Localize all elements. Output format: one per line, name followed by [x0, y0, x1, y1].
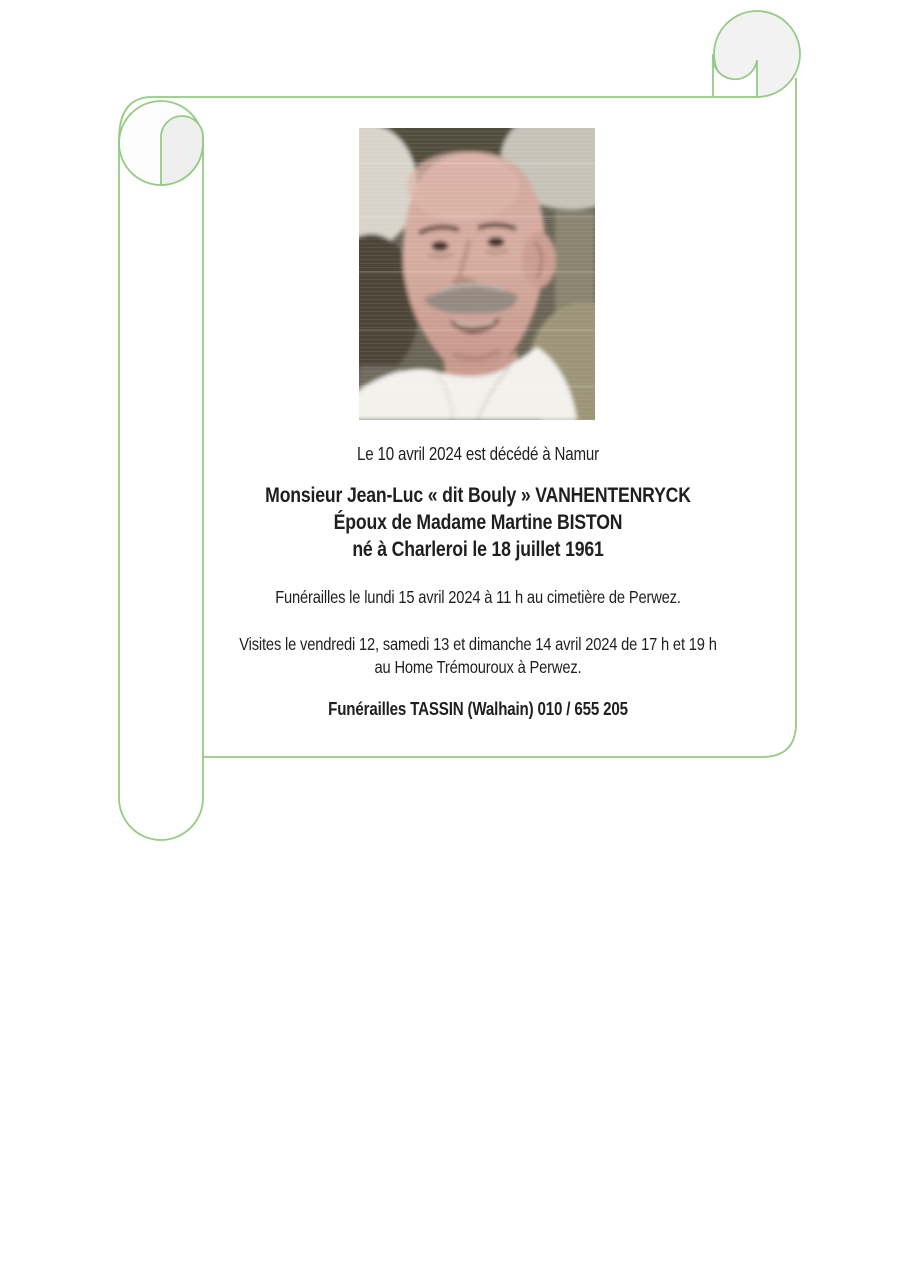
- visits-info-block: [184, 633, 772, 678]
- spouse-line: Époux de Madame Martine BISTON: [333, 511, 623, 534]
- funeral-info-line: Funérailles le lundi 15 avril 2024 à 11 h au cimetière de Perwez.: [275, 587, 681, 607]
- announcement-text: [184, 0, 772, 1280]
- death-date-line: Le 10 avril 2024 est décédé à Namur: [356, 444, 600, 464]
- deceased-name-line: Monsieur Jean-Luc « dit Bouly » VANHENTENRYCK: [265, 484, 691, 507]
- birth-line: né à Charleroi le 18 juillet 1961: [352, 538, 604, 561]
- visits-line-2: au Home Trémouroux à Perwez.: [374, 656, 582, 677]
- deceased-identity-block: [184, 482, 772, 563]
- funeral-home-contact-line: Funérailles TASSIN (Walhain) 010 / 655 205: [328, 699, 628, 719]
- visits-line-1: Visites le vendredi 12, samedi 13 et dimanche 14 avril 2024 de 17 h et 19 h: [239, 634, 717, 654]
